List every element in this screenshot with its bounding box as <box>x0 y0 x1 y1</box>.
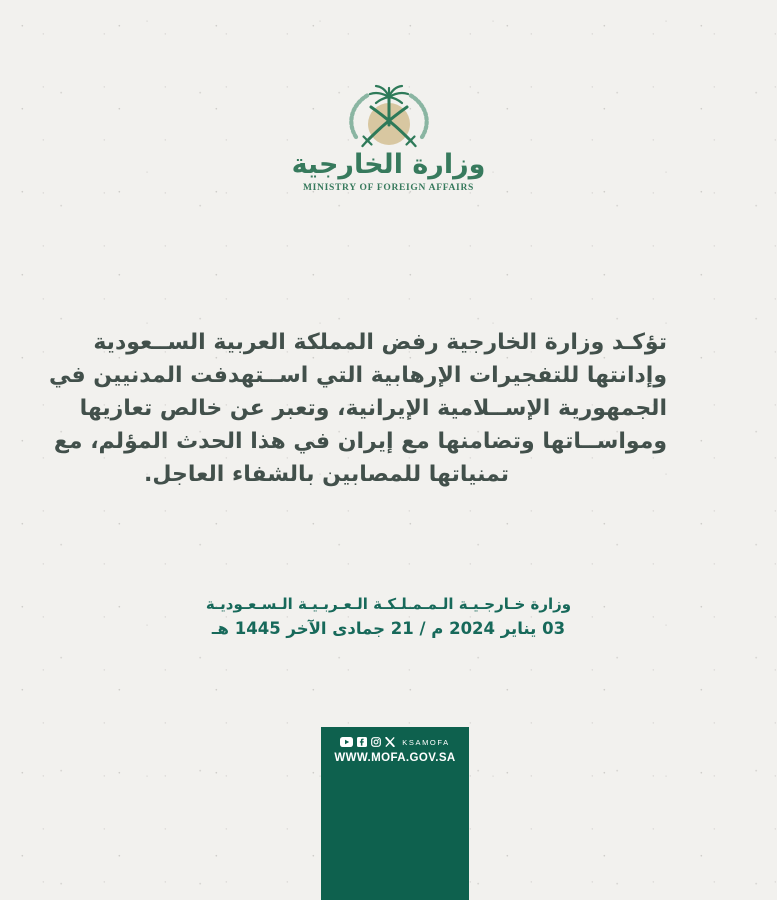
footer-box <box>321 727 469 900</box>
ministry-wordmark-arabic: وزارة الخارجية <box>291 149 486 180</box>
statement-line-5: تمنياتها للمصابين بالشفاء العاجل. <box>144 462 510 487</box>
attribution-date: 03 يناير 2024 م / 21 جمادى الآخر 1445 هـ <box>211 619 566 638</box>
attribution-block <box>0 594 777 640</box>
logo-block <box>0 84 777 193</box>
instagram-icon <box>371 737 381 747</box>
statement-line-3: الجمهورية الإســلامية الإيرانية، وتعبر عن خالص تعازيها <box>79 396 667 421</box>
statement-line-4: ومواســاتها وتضامنها مع إيران في هذا الحدث المؤلم، مع <box>53 429 667 454</box>
statement-line-1: تؤكـد وزارة الخارجية رفض المملكة العربية الســعودية <box>93 330 667 355</box>
social-handle: KSAMOFA <box>402 737 450 747</box>
facebook-icon <box>357 737 367 747</box>
website-url: WWW.MOFA.GOV.SA <box>334 752 456 764</box>
youtube-icon <box>340 737 353 747</box>
ministry-wordmark-english: MINISTRY OF FOREIGN AFFAIRS <box>302 183 475 193</box>
statement-paragraph <box>48 326 667 491</box>
mofa-emblem-icon <box>341 84 437 150</box>
x-icon <box>385 737 395 747</box>
attribution-organization: وزارة خـارجـيـة الـمـمـلـكـة الـعـربـيـة الـسـعـوديـة <box>205 595 572 613</box>
statement-line-2: وإدانتها للتفجيرات الإرهابية التي اســتهدفت المدنيين في <box>48 363 667 388</box>
social-row <box>321 736 469 748</box>
